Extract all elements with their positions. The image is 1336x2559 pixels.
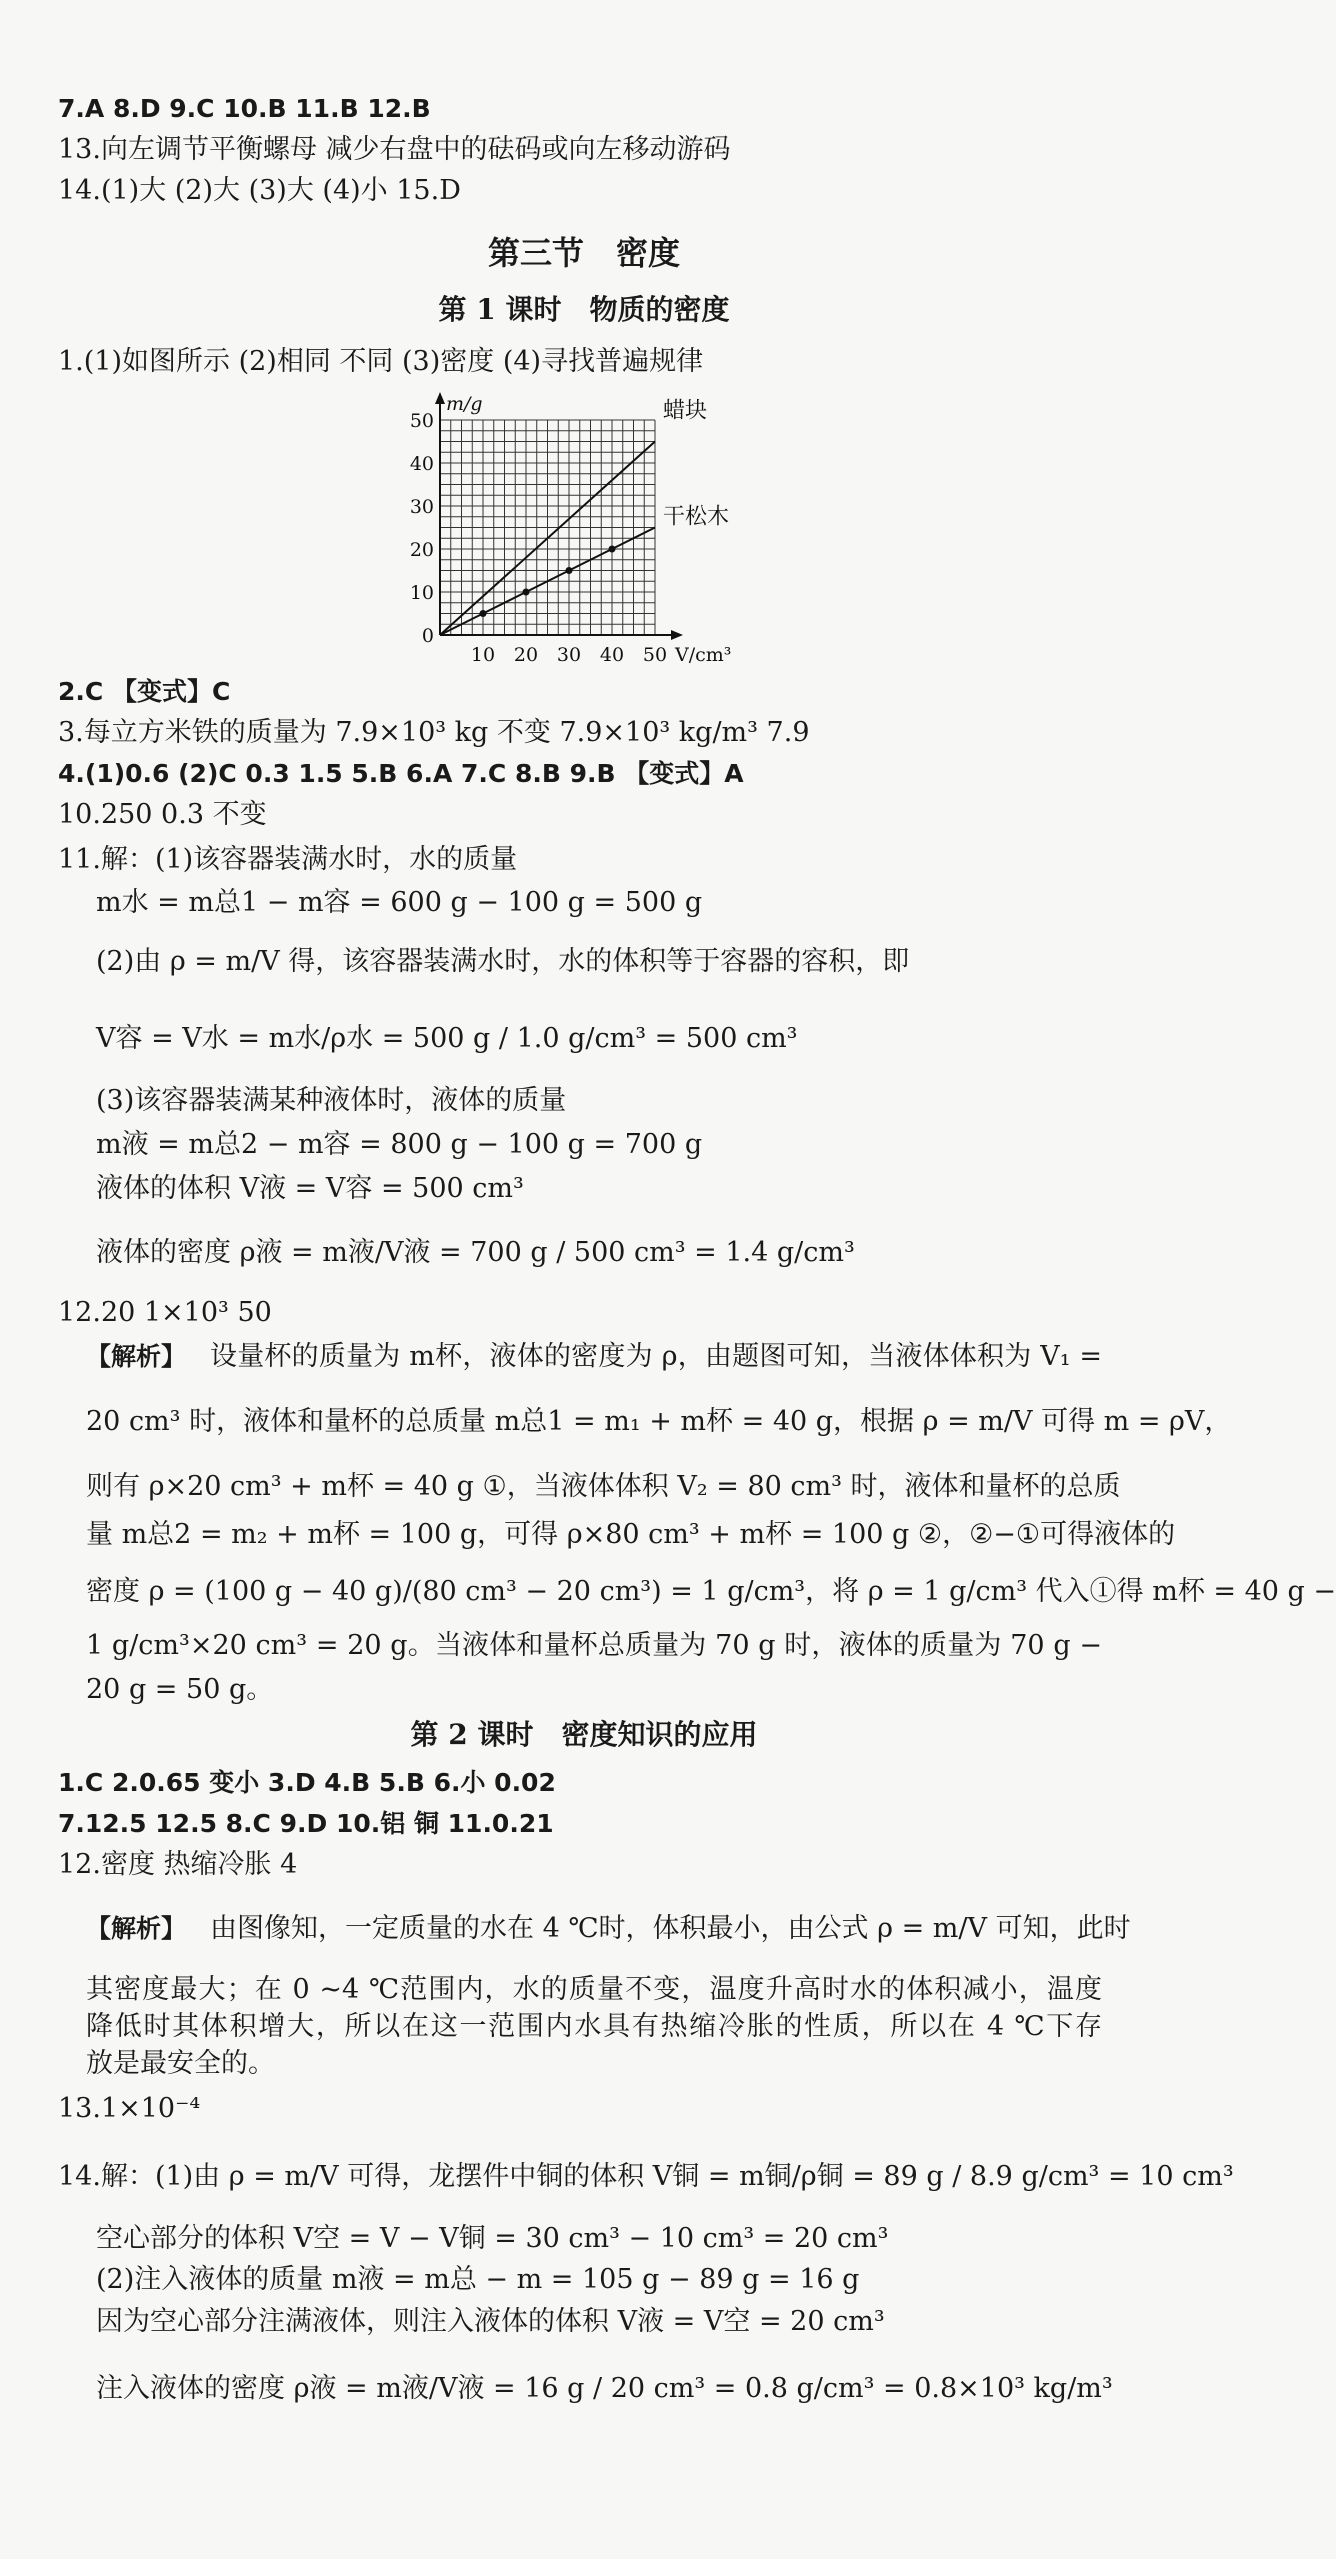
q12-analysis-line-7: 20 g = 50 g。 <box>86 1674 274 1705</box>
data-point <box>566 567 573 574</box>
q12-analysis-line-3: 则有 ρ×20 cm³ + m杯 = 40 g ①，当液体体积 V₂ = 80 cm³ 时，液体和量杯的总质 <box>86 1471 1121 1502</box>
q12-analysis-line-5: 密度 ρ = (100 g − 40 g)/(80 cm³ − 20 cm³) = 1 g/cm³，将 ρ = 1 g/cm³ 代入①得 m杯 = 40 g − <box>86 1576 1336 1607</box>
q11-volume: V容 = V水 = m水/ρ水 = 500 g / 1.0 g/cm³ = 500 cm³ <box>96 1023 798 1054</box>
y-tick-label: 20 <box>409 539 434 561</box>
y-axis-label: m/g <box>446 393 483 415</box>
q12-analysis-line-1: 设量杯的质量为 m杯，液体的密度为 ρ，由题图可知，当液体体积为 V₁ = <box>210 1341 1102 1372</box>
q12b-analysis-line-2: 其密度最大；在 0 ~4 ℃范围内，水的质量不变，温度升高时水的体积减小，温度 <box>86 1974 1102 2005</box>
lesson2-answers-1-6: 1.C 2.0.65 变小 3.D 4.B 5.B 6.小 0.02 <box>58 1768 556 1797</box>
q11-step2: (2)由 ρ = m/V 得，该容器装满水时，水的体积等于容器的容积，即 <box>96 946 910 977</box>
y-tick-label: 0 <box>421 625 434 647</box>
q11-liquid-mass: m液 = m总2 − m容 = 800 g − 100 g = 700 g <box>96 1129 703 1160</box>
mass-volume-chart <box>410 385 750 685</box>
q12b-analysis-line-1: 由图像知，一定质量的水在 4 ℃时，体积最小，由公式 ρ = m/V 可知，此时 <box>210 1913 1131 1944</box>
lesson2-answers-7-11: 7.12.5 12.5 8.C 9.D 10.铝 铜 11.0.21 <box>58 1809 554 1838</box>
section-title: 第三节 密度 <box>487 234 680 272</box>
y-tick-label: 30 <box>409 496 434 518</box>
y-axis-arrow <box>435 392 445 404</box>
x-axis-label: V/cm³ <box>675 644 732 666</box>
data-point <box>480 610 487 617</box>
answer-q2: 2.C 【变式】C <box>58 677 231 706</box>
answer-line-14-15: 14.(1)大 (2)大 (3)大 (4)小 15.D <box>58 175 461 206</box>
q14-line-3: (2)注入液体的质量 m液 = m总 − m = 105 g − 89 g = 16 g <box>96 2264 860 2295</box>
q14-line-5: 注入液体的密度 ρ液 = m液/V液 = 16 g / 20 cm³ = 0.8 g/cm³ = 0.8×10³ kg/m³ <box>96 2373 1113 2404</box>
lesson-1-title: 第 1 课时 物质的密度 <box>438 293 730 326</box>
q14-line-2: 空心部分的体积 V空 = V − V铜 = 30 cm³ − 10 cm³ = 20 cm³ <box>96 2223 889 2254</box>
x-tick-label: 30 <box>556 644 582 666</box>
q12b-analysis-line-4: 放是最安全的。 <box>86 2048 275 2079</box>
series-label: 干松木 <box>663 504 730 530</box>
lesson-2-title: 第 2 课时 密度知识的应用 <box>410 1718 758 1751</box>
q11-liquid-density: 液体的密度 ρ液 = m液/V液 = 700 g / 500 cm³ = 1.4 g/cm³ <box>96 1237 855 1268</box>
q12-analysis-tag: 【解析】 <box>86 1342 187 1371</box>
answer-q3: 3.每立方米铁的质量为 7.9×10³ kg 不变 7.9×10³ kg/m³ 7.9 <box>58 717 810 748</box>
q12b-analysis-line-3: 降低时其体积增大，所以在这一范围内水具有热缩冷胀的性质，所以在 4 ℃下存 <box>86 2011 1102 2042</box>
answer-line-13: 13.向左调节平衡螺母 减少右盘中的砝码或向左移动游码 <box>58 134 731 165</box>
y-tick-label: 50 <box>409 410 434 432</box>
answer-q4-9: 4.(1)0.6 (2)C 0.3 1.5 5.B 6.A 7.C 8.B 9.B 【变式】A <box>58 759 744 788</box>
x-tick-label: 20 <box>513 644 539 666</box>
y-tick-label: 40 <box>409 453 434 475</box>
x-tick-label: 50 <box>642 644 668 666</box>
data-point <box>609 546 616 553</box>
q11-liquid-volume: 液体的体积 V液 = V容 = 500 cm³ <box>96 1173 524 1204</box>
x-tick-label: 10 <box>470 644 496 666</box>
q11-water-mass: m水 = m总1 − m容 = 600 g − 100 g = 500 g <box>96 887 703 918</box>
answer-q10: 10.250 0.3 不变 <box>58 799 267 830</box>
q12-analysis-line-4: 量 m总2 = m₂ + m杯 = 100 g，可得 ρ×80 cm³ + m杯 = 100 g ②，②−①可得液体的 <box>86 1519 1176 1550</box>
x-tick-label: 40 <box>599 644 625 666</box>
q11-step3: (3)该容器装满某种液体时，液体的质量 <box>96 1085 567 1116</box>
answer-line-7-12: 7.A 8.D 9.C 10.B 11.B 12.B <box>58 94 431 123</box>
q12-head: 12.20 1×10³ 50 <box>58 1297 272 1328</box>
q14-line-1: 14.解：(1)由 ρ = m/V 可得，龙摆件中铜的体积 V铜 = m铜/ρ铜 = 89 g / 8.9 g/cm³ = 10 cm³ <box>58 2161 1234 2192</box>
q11-head: 11.解：(1)该容器装满水时，水的质量 <box>58 844 518 875</box>
q14-line-4: 因为空心部分注满液体，则注入液体的体积 V液 = V空 = 20 cm³ <box>96 2306 885 2337</box>
y-tick-label: 10 <box>409 582 434 604</box>
q12-analysis-line-6: 1 g/cm³×20 cm³ = 20 g。当液体和量杯总质量为 70 g 时，液体的质量为 70 g − <box>86 1630 1102 1661</box>
q12-analysis-line-2: 20 cm³ 时，液体和量杯的总质量 m总1 = m₁ + m杯 = 40 g，根据 ρ = m/V 可得 m = ρV， <box>86 1406 1232 1437</box>
data-point <box>523 589 530 596</box>
lesson2-answer-12: 12.密度 热缩冷胀 4 <box>58 1849 298 1880</box>
answer-q1: 1.(1)如图所示 (2)相同 不同 (3)密度 (4)寻找普遍规律 <box>58 346 704 377</box>
q12b-analysis-tag: 【解析】 <box>86 1914 187 1943</box>
series-label: 蜡块 <box>663 398 708 424</box>
answer-q13: 13.1×10⁻⁴ <box>58 2093 201 2124</box>
x-axis-arrow <box>671 630 683 640</box>
